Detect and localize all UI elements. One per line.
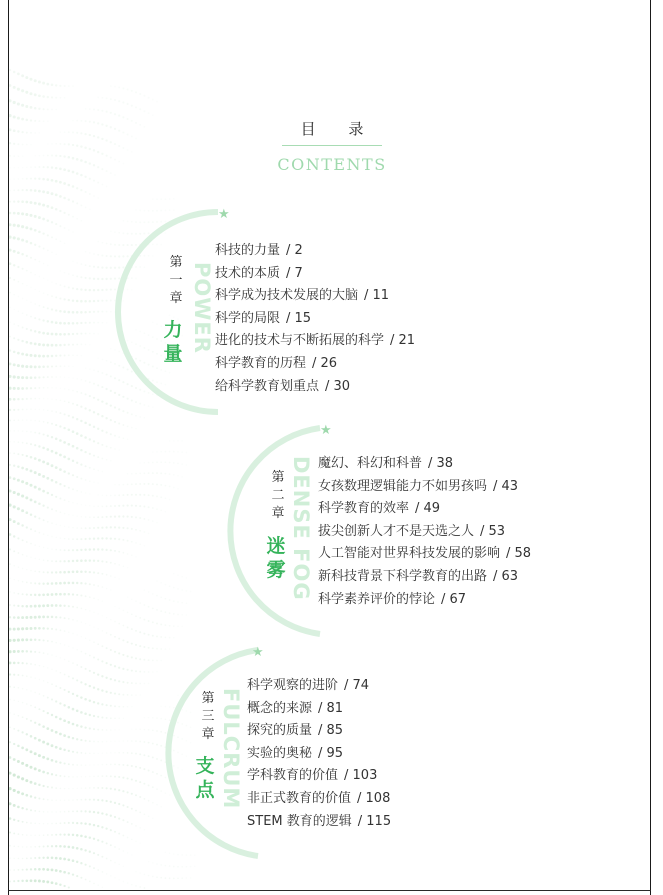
- toc-entry-page: / 7: [286, 266, 303, 281]
- toc-entry-page: / 108: [357, 791, 390, 806]
- toc-entry-title: 给科学教育划重点: [215, 378, 320, 394]
- page-subtitle: CONTENTS: [277, 155, 387, 174]
- toc-entry: [215, 353, 415, 376]
- toc-entry-title: 拔尖创新人才不是天选之人: [318, 523, 475, 539]
- page-title: 目 录: [300, 120, 378, 138]
- toc-entry: [318, 498, 531, 521]
- toc-entry-title: 学科教育的价值: [247, 768, 339, 784]
- toc-entry: [318, 543, 531, 566]
- chapter-1-english: POWER: [190, 262, 214, 354]
- toc-entry: [318, 589, 531, 612]
- toc-entry-title: 科学教育的效率: [318, 501, 410, 517]
- toc-entry: [215, 376, 415, 399]
- toc-entry-page: / 85: [318, 723, 343, 738]
- toc-entry-page: / 58: [506, 546, 531, 561]
- toc-entry-page: / 15: [286, 311, 311, 326]
- toc-entry: [215, 285, 415, 308]
- toc-entry-title: 科学素养评价的悖论: [318, 591, 436, 607]
- toc-entry-page: / 21: [390, 333, 415, 348]
- chapter-1-entries: [215, 240, 415, 398]
- toc-entry: [247, 765, 391, 788]
- toc-entry-page: / 67: [441, 592, 466, 607]
- toc-entry-page: / 63: [493, 569, 518, 584]
- toc-entry-title: 概念的来源: [247, 700, 313, 716]
- toc-entry: [215, 240, 415, 263]
- toc-entry-title: 进化的技术与不断拓展的科学: [215, 333, 385, 349]
- toc-entry-title: 魔幻、科幻和科普: [318, 456, 423, 471]
- toc-entry-title: 非正式教育的价值: [247, 790, 352, 806]
- chapter-2-name: 迷 雾: [266, 535, 286, 581]
- chapter-1-name: 力 量: [163, 319, 183, 365]
- toc-entry-title: 科技的力量: [215, 243, 281, 258]
- toc-entry-page: / 2: [286, 243, 303, 258]
- toc-entry-title: 实验的奥秘: [247, 745, 313, 761]
- toc-entry-page: / 26: [312, 356, 337, 371]
- toc-entry-title: 技术的本质: [215, 265, 281, 281]
- toc-entry: [247, 698, 391, 721]
- toc-entry: [215, 263, 415, 286]
- toc-entry-page: / 11: [364, 288, 389, 303]
- toc-entry: [318, 521, 531, 544]
- toc-entry-title: STEM 教育的逻辑: [247, 813, 352, 829]
- chapter-2-label: 第 二 章: [271, 470, 285, 521]
- toc-entry-page: / 81: [318, 701, 343, 716]
- toc-entry-page: / 74: [344, 678, 369, 693]
- toc-entry: [247, 743, 391, 766]
- toc-entry-title: 探究的质量: [247, 723, 313, 739]
- chapter-2-english: DENSE FOG: [289, 456, 313, 601]
- toc-entry: [247, 720, 391, 743]
- toc-entry: [318, 566, 531, 589]
- toc-entry: [247, 811, 391, 834]
- chapter-3-label: 第 三 章: [201, 691, 215, 742]
- toc-entry-page: / 95: [318, 746, 343, 761]
- chapter-3-name: 支 点: [195, 755, 215, 801]
- toc-entry: [247, 675, 391, 698]
- toc-entry-page: / 53: [480, 524, 505, 539]
- toc-entry-title: 人工智能对世界科技发展的影响: [318, 546, 501, 562]
- star-icon: ★: [320, 423, 332, 438]
- toc-entry-page: / 30: [325, 379, 350, 394]
- toc-entry: [247, 788, 391, 811]
- toc-entry: [318, 453, 531, 476]
- chapter-2-entries: [318, 453, 531, 611]
- toc-entry: [318, 476, 531, 499]
- toc-entry-title: 女孩数理逻辑能力不如男孩吗: [318, 478, 488, 494]
- toc-entry-title: 新科技背景下科学教育的出路: [318, 568, 488, 584]
- toc-entry: [215, 330, 415, 353]
- toc-entry-page: / 38: [428, 456, 453, 471]
- toc-entry-title: 科学的局限: [215, 310, 281, 326]
- chapter-3-arc: [168, 650, 258, 856]
- toc-entry-title: 科学成为技术发展的大脑: [215, 288, 359, 304]
- toc-entry-title: 科学观察的进阶: [247, 678, 339, 693]
- chapter-3-english: FULCRUM: [219, 688, 243, 810]
- toc-entry-page: / 49: [415, 501, 440, 516]
- chapter-3-entries: [247, 675, 391, 833]
- toc-entry-page: / 43: [493, 479, 518, 494]
- star-icon: ★: [252, 645, 264, 660]
- star-icon: ★: [218, 207, 230, 222]
- toc-entry-title: 科学教育的历程: [215, 355, 307, 371]
- toc-entry: [215, 308, 415, 331]
- toc-entry-page: / 103: [344, 768, 377, 783]
- toc-entry-page: / 115: [358, 814, 391, 829]
- chapter-1-label: 第 一 章: [169, 255, 183, 306]
